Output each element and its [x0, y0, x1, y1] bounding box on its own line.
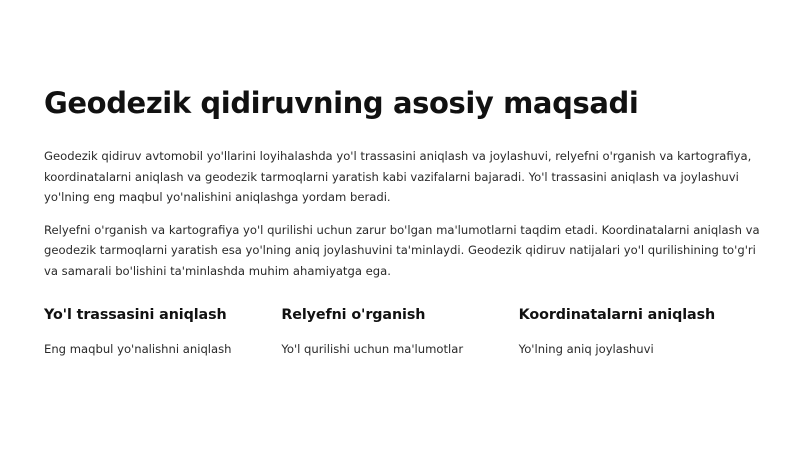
- feature-heading: Koordinatalarni aniqlash: [518, 307, 716, 323]
- feature-column-route: [44, 305, 281, 358]
- feature-heading: Yo'l trassasini aniqlash: [44, 307, 227, 323]
- intro-paragraph: Geodezik qidiruv avtomobil yo'llarini loyihalashda yo'l trassasini aniqlash va joylashuvi, relyefni o'rganish va kartografiya, koordinatalarni aniqlash va geodezik tarmoqlarni yaratish kabi vazifalarni bajaradi. Yo'l trassasini aniqlash va joylashuvi yo'lning eng maqbul yo'nalishini aniqlashga yordam beradi.: [44, 149, 752, 204]
- slide-title: Geodezik qidiruvning asosiy maqsadi: [44, 86, 639, 120]
- feature-column-relief: [281, 305, 518, 358]
- detail-paragraph: Relyefni o'rganish va kartografiya yo'l qurilishi uchun zarur bo'lgan ma'lumotlarni taqdim etadi. Koordinatalarni aniqlash va geodezik tarmoqlarni yaratish esa yo'lning aniq joylashuvini ta'minlaydi. Geodezik qidiruv natijalari yo'l qurilishining to'g'ri va samarali bo'lishini ta'minlashda muhim ahamiyatga ega.: [44, 222, 760, 278]
- feature-column-coordinates: [519, 305, 756, 358]
- feature-heading: Relyefni o'rganish: [281, 307, 426, 323]
- feature-columns: [44, 305, 756, 358]
- feature-text: Eng maqbul yo'nalishni aniqlash: [44, 342, 232, 356]
- feature-text: Yo'lning aniq joylashuvi: [518, 342, 654, 356]
- feature-text: Yo'l qurilishi uchun ma'lumotlar: [281, 342, 464, 356]
